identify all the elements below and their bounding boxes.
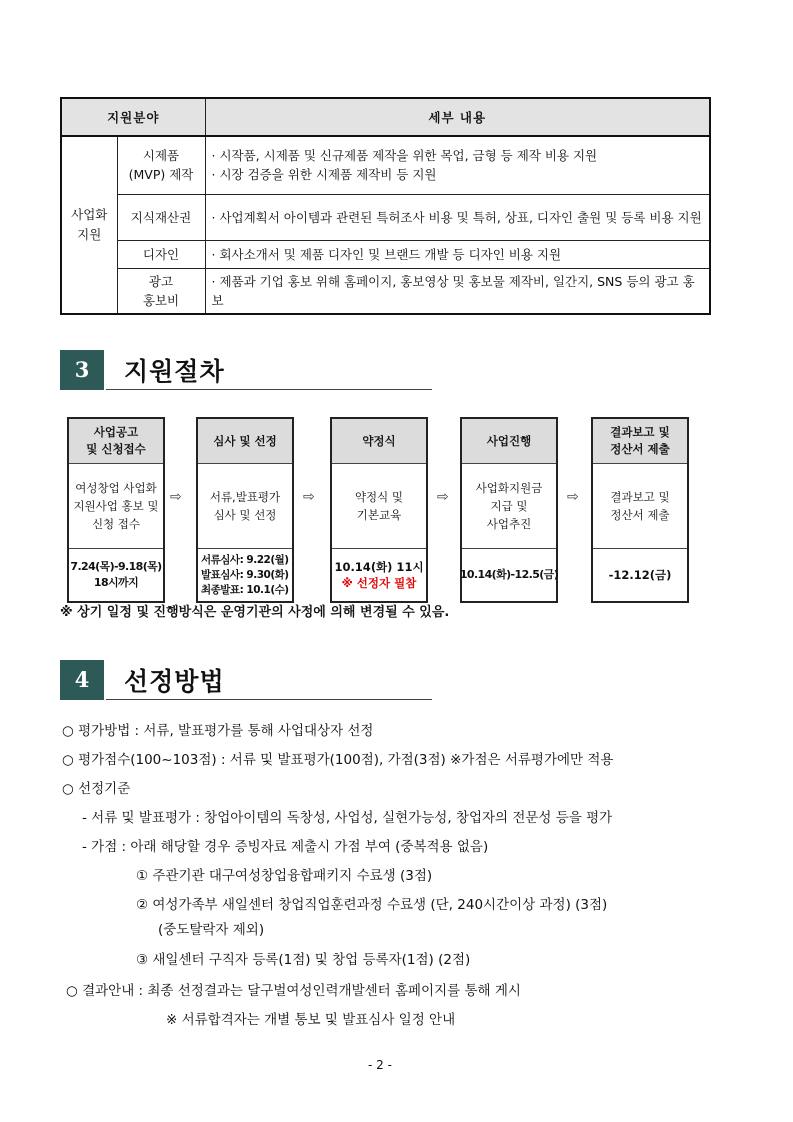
- process-step-head: 심사 및 선정: [198, 419, 292, 464]
- process-step-date: 10.14(화) 11시: [334, 560, 424, 574]
- page-number: - 2 -: [368, 1058, 392, 1072]
- selection-line: ○ 결과안내 : 최종 선정결과는 달구벌여성인력개발센터 홈페이지를 통해 게시: [66, 983, 521, 999]
- process-step-body: 서류,발표평가 심사 및 선정: [198, 464, 292, 549]
- process-step-3: [330, 417, 428, 603]
- selection-line: ○ 선정기준: [62, 781, 131, 797]
- table-detail: · 사업계획서 아이템과 관련된 특허조사 비용 및 특허, 상표, 디자인 출원 및 등록 비용 지원: [205, 194, 710, 240]
- selection-line: (중도탈락자 제외): [158, 922, 265, 938]
- selection-line: ※ 서류합격자는 개별 통보 및 발표심사 일정 안내: [166, 1012, 456, 1028]
- selection-line: ① 주관기관 대구여성창업융합패키지 수료생 (3점): [136, 868, 433, 884]
- selection-line: ○ 평가방법 : 서류, 발표평가를 통해 사업대상자 선정: [62, 723, 374, 739]
- schedule-note: ※ 상기 일정 및 진행방식은 운영기관의 사정에 의해 변경될 수 있음.: [60, 605, 450, 620]
- process-step-date: 10.14(화)-12.5(금): [459, 568, 559, 581]
- process-step-body: 여성창업 사업화 지원사업 홍보 및 신청 접수: [69, 464, 163, 549]
- process-step-body: 결과보고 및 정산서 제출: [593, 464, 687, 549]
- process-step-head: 약정식: [332, 419, 426, 464]
- process-step-head: 사업진행: [462, 419, 556, 464]
- selection-line: - 가점 : 아래 해당할 경우 증빙자료 제출시 가점 부여 (중복적용 없음): [82, 839, 489, 855]
- process-step-5: [591, 417, 689, 603]
- process-step-date-box: [332, 549, 426, 601]
- arrow-icon: ⇨: [170, 489, 182, 505]
- table-detail: · 회사소개서 및 제품 디자인 및 브랜드 개발 등 디자인 비용 지원: [205, 240, 710, 268]
- process-step-date: 7.24(목)-9.18(목) 18시까지: [70, 560, 162, 589]
- process-step-date: -12.12(금): [608, 568, 672, 582]
- table-header-detail: 세부 내용: [205, 98, 710, 136]
- table-category: 사업화 지원: [61, 136, 117, 314]
- table-header-field: 지원분야: [61, 98, 205, 136]
- process-step-date: 서류심사: 9.22(월) 발표심사: 9.30(화) 최종발표: 10.1(수): [201, 553, 289, 596]
- process-step-2: [196, 417, 294, 603]
- process-step-head: 결과보고 및 정산서 제출: [593, 419, 687, 464]
- table-sub-item: 광고 홍보비: [117, 268, 205, 314]
- section-3-title: 지원절차: [124, 357, 225, 386]
- section-3-underline: [106, 389, 432, 390]
- process-step-1: [67, 417, 165, 603]
- section-3-number: 3: [60, 350, 104, 390]
- process-step-body: 사업화지원금 지급 및 사업추진: [462, 464, 556, 549]
- process-step-date-note: ※ 선정자 필참: [341, 576, 417, 590]
- table-sub-item: 디자인: [117, 240, 205, 268]
- section-4-title: 선정방법: [124, 667, 225, 696]
- table-detail: · 시작품, 시제품 및 신규제품 제작을 위한 목업, 금형 등 제작 비용 지원 · 시장 검증을 위한 시제품 제작비 등 지원: [205, 136, 710, 194]
- arrow-icon: ⇨: [437, 489, 449, 505]
- arrow-icon: ⇨: [303, 489, 315, 505]
- table-sub-item: 지식재산권: [117, 194, 205, 240]
- section-4-underline: [106, 699, 432, 700]
- table-detail: · 제품과 기업 홍보 위해 홈페이지, 홍보영상 및 홍보물 제작비, 일간지, SNS 등의 광고 홍보: [205, 268, 710, 314]
- process-step-4: [460, 417, 558, 603]
- section-4-number: 4: [60, 660, 104, 700]
- selection-line: - 서류 및 발표평가 : 창업아이템의 독창성, 사업성, 실현가능성, 창업자의 전문성 등을 평가: [82, 810, 613, 826]
- process-step-body: 약정식 및 기본교육: [332, 464, 426, 549]
- arrow-icon: ⇨: [567, 489, 579, 505]
- process-step-head: 사업공고 및 신청접수: [69, 419, 163, 464]
- selection-line: ○ 평가점수(100~103점) : 서류 및 발표평가(100점), 가점(3점) ※가점은 서류평가에만 적용: [62, 752, 614, 768]
- selection-line: ③ 새일센터 구직자 등록(1점) 및 창업 등록자(1점) (2점): [136, 952, 471, 968]
- table-sub-item: 시제품 (MVP) 제작: [117, 136, 205, 194]
- selection-line: ② 여성가족부 새일센터 창업직업훈련과정 수료생 (단, 240시간이상 과정) (3점): [136, 897, 608, 913]
- support-table: [60, 97, 711, 315]
